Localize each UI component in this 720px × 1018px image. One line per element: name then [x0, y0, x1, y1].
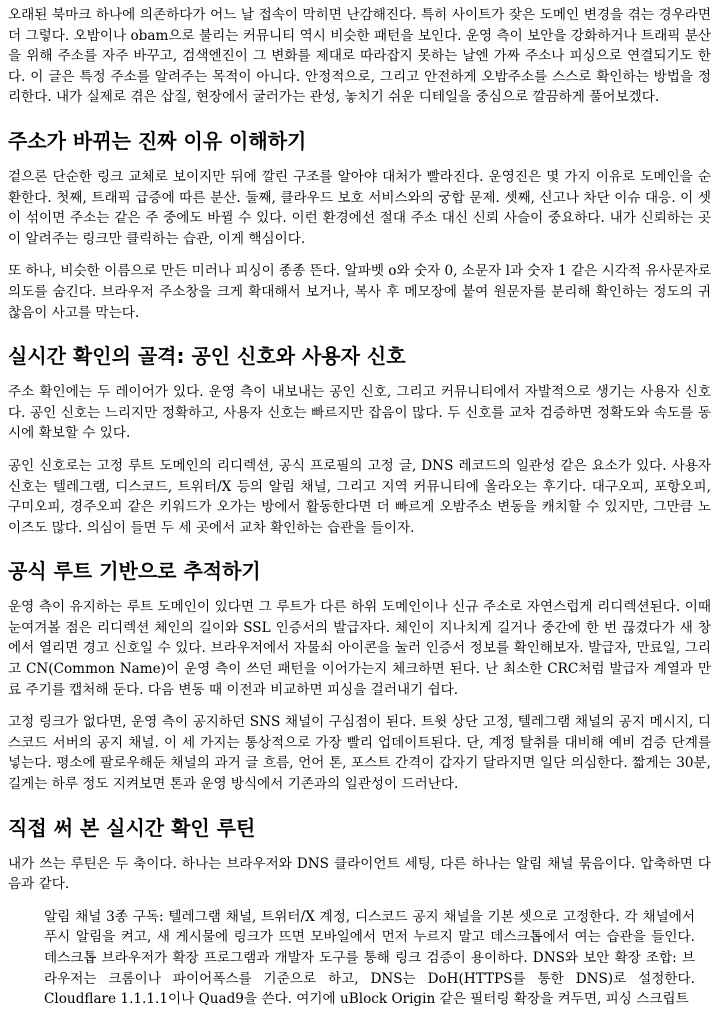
- body-paragraph: 고정 링크가 없다면, 운영 측이 공지하던 SNS 채널이 구심점이 된다. 트윗 상단 고정, 텔레그램 채널의 공지 메시지, 디스코드 서버의 공지 채널. 이 세 가지는 통상적으로 가장 빨리 업데이트된다. 단, 계정 탈취를 대비해 예비 검증 단계를 넣는다. 평소에 팔로우해둔 채널의 과거 글 흐름, 언어 톤, 포스트 간격이 갑자기 달라지면 일단 의심한다. 짧게는 30분, 길게는 하루 정도 지켜보면 톤과 운영 방식에서 기존과의 일관성이 드러난다.: [8, 714, 711, 793]
- section-personal-routine: [8, 815, 711, 1010]
- section-address-change-reasons: [8, 128, 711, 323]
- body-paragraph: 공인 신호로는 고정 루트 도메인의 리디렉션, 공식 프로필의 고정 글, DNS 레코드의 일관성 같은 요소가 있다. 사용자 신호는 텔레그램, 디스코드, 트위터/X 등의 알림 채널, 그리고 지역 커뮤니티에 올라오는 후기다. 대구오피, 포항오피, 구미오피, 경주오피 같은 키워드가 오가는 방에서 활동한다면 더 빠르게 오밤주소 변동을 캐치할 수 있지만, 그만큼 노이즈도 많다. 의심이 들면 두 세 곳에서 교차 확인하는 습관을 들이자.: [8, 457, 711, 536]
- section-realtime-signals: [8, 343, 711, 538]
- section-heading: 실시간 확인의 골격: 공인 신호와 사용자 신호: [8, 344, 406, 369]
- body-paragraph: 주소 확인에는 두 레이어가 있다. 운영 측이 내보내는 공인 신호, 그리고 커뮤니티에서 자발적으로 생기는 사용자 신호다. 공인 신호는 느리지만 정확하고, 사용자 신호는 빠르지만 잡음이 많다. 두 신호를 교차 검증하면 정확도와 속도를 동시에 확보할 수 있다.: [8, 384, 711, 442]
- section-official-root: [8, 558, 711, 794]
- body-paragraph: 겉으론 단순한 링크 교체로 보이지만 뒤에 깔린 구조를 알아야 대처가 빨라진다. 운영진은 몇 가지 이유로 도메인을 순환한다. 첫째, 트래픽 급증에 따른 분산. 둘째, 클라우드 보호 서비스와의 궁합 문제. 셋째, 신고나 차단 이슈 대응. 이 셋이 섞이면 주소는 같은 주 중에도 바뀔 수 있다. 이런 환경에선 절대 주소 대신 신뢰 사슬이 중요하다. 내가 신뢰하는 곳이 알려주는 링크만 클릭하는 습관, 이게 핵심이다.: [8, 168, 711, 247]
- section-heading: 주소가 바뀌는 진짜 이유 이해하기: [8, 128, 307, 153]
- body-paragraph: 또 하나, 비슷한 이름으로 만든 미러나 피싱이 종종 뜬다. 알파벳 o와 숫자 0, 소문자 l과 숫자 1 같은 시각적 유사문자로 의도를 숨긴다. 브라우저 주소창을 크게 확대해서 보거나, 복사 후 메모장에 붙여 원문자를 분리해 확인하는 정도의 귀찮음이 사고를 막는다.: [8, 263, 711, 321]
- section-heading: 공식 루트 기반으로 추적하기: [8, 559, 261, 584]
- routine-list: [8, 907, 711, 1010]
- intro-paragraph: 오래된 북마크 하나에 의존하다가 어느 날 접속이 막히면 난감해진다. 특히 사이트가 잦은 도메인 변경을 겪는 경우라면 더 그렇다. 오밤이나 obam으로 불리는 커뮤니티 역시 비슷한 패턴을 보인다. 운영 측이 보안을 강화하거나 트래픽 분산을 위해 주소를 자주 바꾸고, 검색엔진이 그 변화를 제대로 따라잡지 못하는 날엔 가짜 주소나 피싱으로 연결되기도 한다. 이 글은 특정 주소를 알려주는 목적이 아니다. 안정적으로, 그리고 안전하게 오밤주소를 스스로 확인하는 방법을 정리한다. 내가 실제로 겪은 삽질, 현장에서 굴러가는 관성, 놓치기 쉬운 디테일을 중심으로 깔끔하게 풀어보겠다.: [8, 7, 711, 106]
- list-item: 알림 채널 3종 구독: 텔레그램 채널, 트위터/X 계정, 디스코드 공지 채널을 기본 셋으로 고정한다. 각 채널에서 푸시 알림을 켜고, 새 게시물에 링크가 뜨면 모바일에서 먼저 누르지 말고 데스크톱에서 여는 습관을 들인다. 데스크톱 브라우저가 확장 프로그램과 개발자 도구를 통해 링크 검증이 용이하다. DNS와 보안 확장 조합: 브라우저는 크롬이나 파이어폭스를 기준으로 하고, DNS는 DoH(HTTPS를 통한 DNS)로 설정한다. Cloudflare 1.1.1.1이나 Quad9을 쓴다. 여기에 uBlock Origin 같은 필터링 확장을 켜두면, 피싱 스크립트: [44, 908, 695, 1008]
- section-heading: 직접 써 본 실시간 확인 루틴: [8, 815, 256, 840]
- body-paragraph: 내가 쓰는 루틴은 두 축이다. 하나는 브라우저와 DNS 클라이언트 세팅, 다른 하나는 알림 채널 묶음이다. 압축하면 다음과 같다.: [8, 855, 711, 893]
- body-paragraph: 운영 측이 유지하는 루트 도메인이 있다면 그 루트가 다른 하위 도메인이나 신규 주소로 자연스럽게 리디렉션된다. 이때 눈여겨볼 점은 리디렉션 체인의 길이와 SSL 인증서의 발급자다. 체인이 지나치게 길거나 중간에 한 번 끊겼다가 새 창에서 열리면 경고 신호일 수 있다. 브라우저에서 자물쇠 아이콘을 눌러 인증서 정보를 확인해보자. 발급자, 만료일, 그리고 CN(Common Name)이 운영 측이 쓰던 패턴을 이어가는지 체크하면 된다. 난 최소한 CRC처럼 발급자 계열과 만료 주기를 캡처해 둔다. 다음 변동 때 이전과 비교하면 피싱을 걸러내기 쉽다.: [8, 599, 711, 698]
